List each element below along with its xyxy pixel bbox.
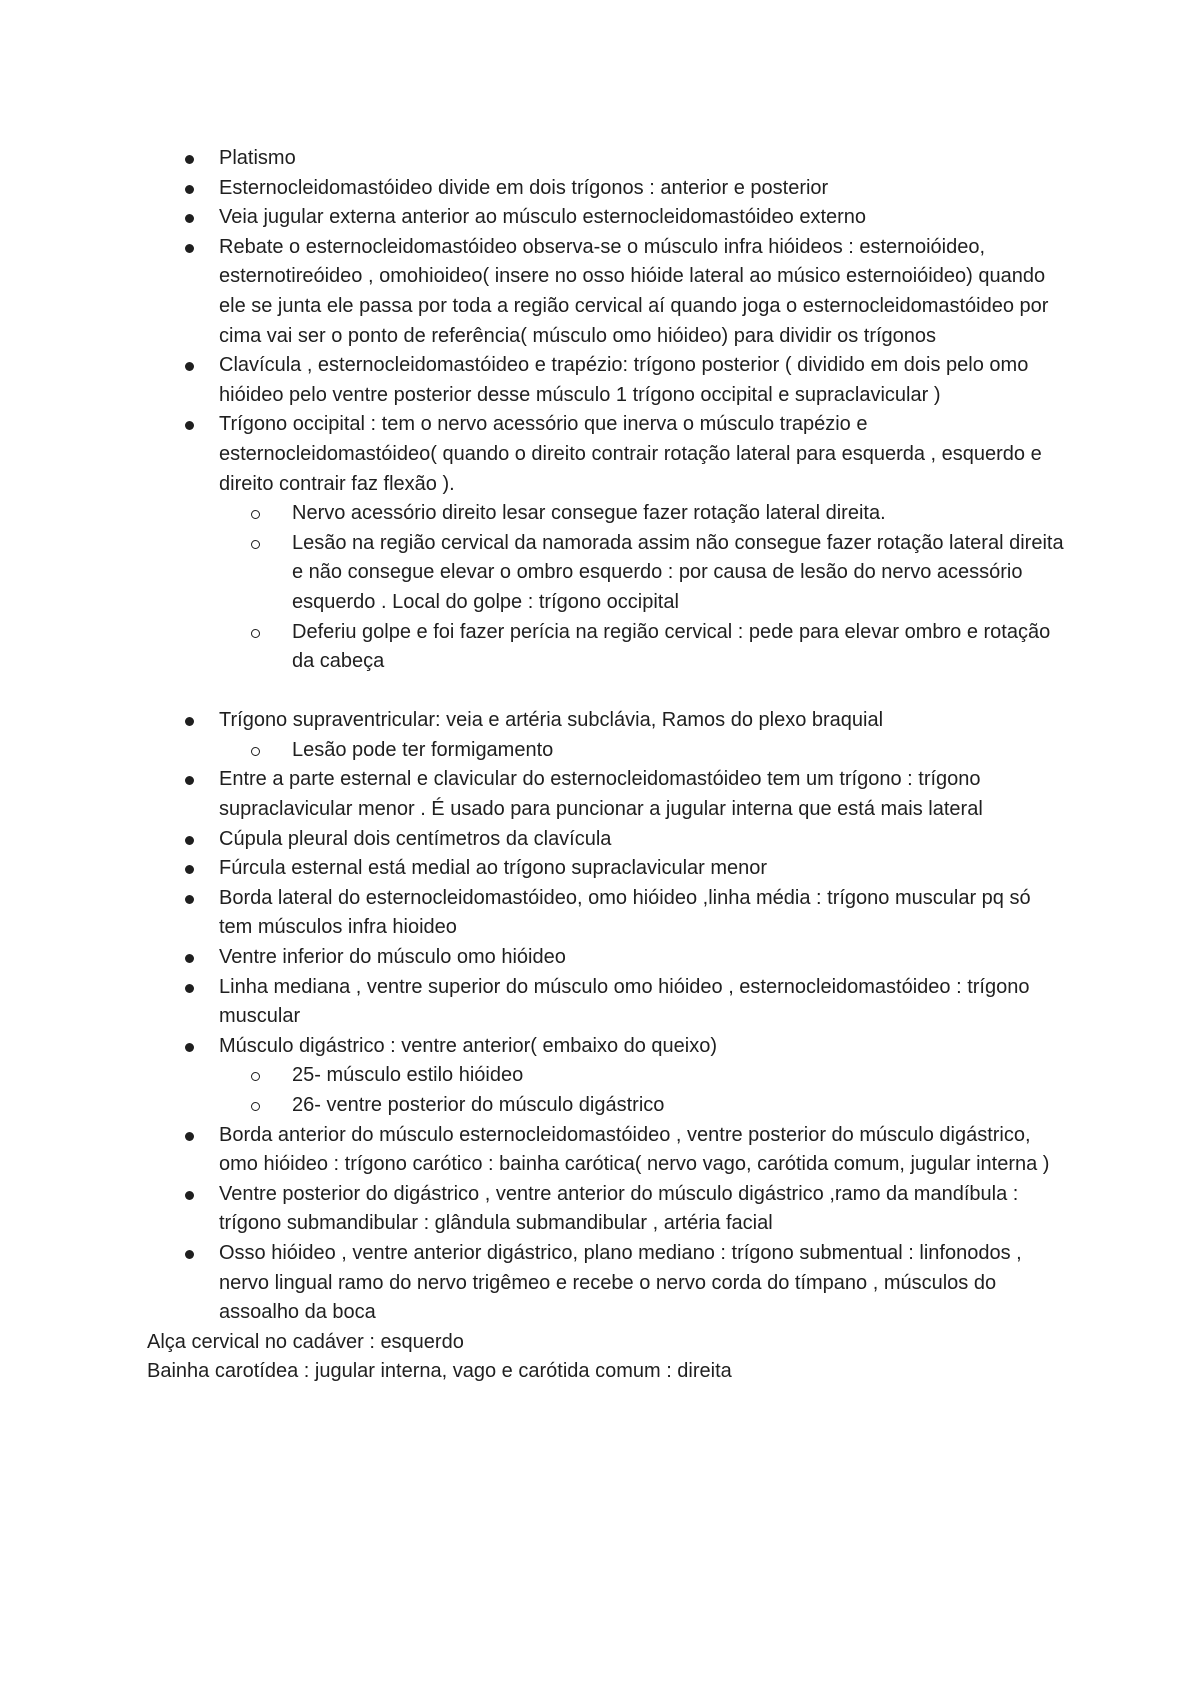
bullet-text: Borda anterior do músculo esternocleidomastóideo , ventre posterior do músculo digástrico, omo hióideo : trígono carótico : bainha carótica( nervo vago, carótida comum, jugular interna ) [219,1123,1050,1176]
bullet-text: Trígono occipital : tem o nervo acessório que inerva o músculo trapézio e esternocleidomastóideo( quando o direito contrair rotação lateral para esquerda , esquerdo e direito contrair faz flexão ). [219,413,1042,495]
bullet-dot-icon [185,1191,194,1200]
bullet-item [147,233,1067,351]
bullet-item [147,854,1067,884]
bullet-dot-icon [185,1250,194,1259]
bullet-text: Linha mediana , ventre superior do músculo omo hióideo , esternocleidomastóideo : trígono muscular [219,975,1030,1028]
bullet-text: Veia jugular externa anterior ao músculo esternocleidomastóideo externo [219,206,867,229]
bullet-dot-icon [185,865,194,874]
bullet-dot-icon [185,214,194,223]
sub-bullet-text: Nervo acessório direito lesar consegue fazer rotação lateral direita. [292,502,886,525]
sub-bullet-text: Lesão pode ter formigamento [292,738,554,761]
bullet-dot-icon [185,1043,194,1052]
bullet-dot-icon [185,244,194,253]
plain-lines [147,1328,1067,1387]
sub-bullet-list [219,736,1067,766]
bullet-text: Borda lateral do esternocleidomastóideo, omo hióideo ,linha média : trígono muscular pq só tem músculos infra hioideo [219,886,1031,939]
bullet-item [147,884,1067,943]
bullet-item [147,765,1067,824]
bullet-circle-icon [251,1102,260,1111]
bullet-dot-icon [185,362,194,371]
bullet-text: Ventre posterior do digástrico , ventre anterior do músculo digástrico ,ramo da mandíbula : trígono submandibular : glândula submandibular , artéria facial [219,1182,1019,1235]
bullet-item [147,943,1067,973]
sub-bullet-list [219,1061,1067,1120]
bullet-item [147,410,1067,676]
plain-text-line: Alça cervical no cadáver : esquerdo [147,1330,464,1353]
sub-bullet-text: 26- ventre posterior do músculo digástrico [292,1094,665,1116]
bullet-dot-icon [185,155,194,164]
bullet-text: Trígono supraventricular: veia e artéria subclávia, Ramos do plexo braquial [219,709,884,732]
bullet-item [147,825,1067,855]
bullet-item [147,1239,1067,1328]
sub-bullet-list [219,499,1067,677]
notes-body [147,144,1067,1387]
bullet-text: Rebate o esternocleidomastóideo observa-se o músculo infra hióideos : esternoióideo, esternotireóideo , omohioideo( insere no osso hióide lateral ao músico esternoióideo) quando ele se junta ele passa por toda a região cervical aí quando joga o esternocleidomastóideo por cima vai ser o ponto de referência( músculo omo hióideo) para dividir os trígonos [219,235,1049,347]
bullet-dot-icon [185,954,194,963]
bullet-dot-icon [185,1132,194,1141]
bullet-circle-icon [251,510,260,519]
sub-bullet-item [219,1091,1067,1121]
bullet-list-part-2 [147,706,1067,1327]
sub-bullet-text: Deferiu golpe e foi fazer perícia na região cervical : pede para elevar ombro e rotação da cabeça [292,620,1051,673]
sub-bullet-item [219,1061,1067,1091]
sub-bullet-text: 25- músculo estilo hióideo [292,1064,524,1087]
bullet-text: Entre a parte esternal e clavicular do esternocleidomastóideo tem um trígono : trígono supraclavicular menor . É usado para puncionar a jugular interna que está mais lateral [219,768,983,821]
bullet-list-part-1 [147,144,1067,677]
bullet-text: Esternocleidomastóideo divide em dois trígonos : anterior e posterior [219,176,829,199]
sub-bullet-item [219,499,1067,529]
bullet-dot-icon [185,185,194,194]
bullet-text: Fúrcula esternal está medial ao trígono supraclavicular menor [219,857,768,880]
sub-bullet-item [219,736,1067,766]
bullet-dot-icon [185,836,194,845]
blank-line [147,677,1067,707]
bullet-item [147,1180,1067,1239]
bullet-item [147,351,1067,410]
bullet-item [147,973,1067,1032]
bullet-item [147,1032,1067,1121]
plain-text-line: Bainha carotídea : jugular interna, vago e carótida comum : direita [147,1360,732,1383]
bullet-text: Osso hióideo , ventre anterior digástrico, plano mediano : trígono submentual : linfonodos , nervo lingual ramo do nervo trigêmeo e recebe o nervo corda do tímpano , músculos do assoalho da boca [219,1241,1022,1324]
bullet-dot-icon [185,776,194,785]
sub-bullet-item [219,618,1067,677]
bullet-text: Ventre inferior do músculo omo hióideo [219,946,566,969]
bullet-dot-icon [185,717,194,726]
bullet-text: Músculo digástrico : ventre anterior( embaixo do queixo) [219,1034,718,1057]
bullet-circle-icon [251,1072,260,1081]
bullet-circle-icon [251,747,260,756]
bullet-text: Clavícula , esternocleidomastóideo e trapézio: trígono posterior ( dividido em dois pelo omo hióideo pelo ventre posterior desse músculo 1 trígono occipital e supraclavicular ) [219,354,1029,406]
bullet-item [147,706,1067,765]
bullet-text: Platismo [219,147,296,169]
bullet-text: Cúpula pleural dois centímetros da clavícula [219,827,612,850]
bullet-circle-icon [251,540,260,549]
bullet-item [147,174,1067,204]
bullet-item [147,144,1067,174]
bullet-dot-icon [185,895,194,904]
bullet-item [147,203,1067,233]
bullet-circle-icon [251,629,260,638]
sub-bullet-text: Lesão na região cervical da namorada assim não consegue fazer rotação lateral direita e não consegue elevar o ombro esquerdo : por causa de lesão do nervo acessório esquerdo . Local do golpe : trígono occipital [292,531,1064,613]
bullet-dot-icon [185,421,194,430]
sub-bullet-item [219,529,1067,618]
bullet-dot-icon [185,984,194,993]
bullet-item [147,1121,1067,1180]
